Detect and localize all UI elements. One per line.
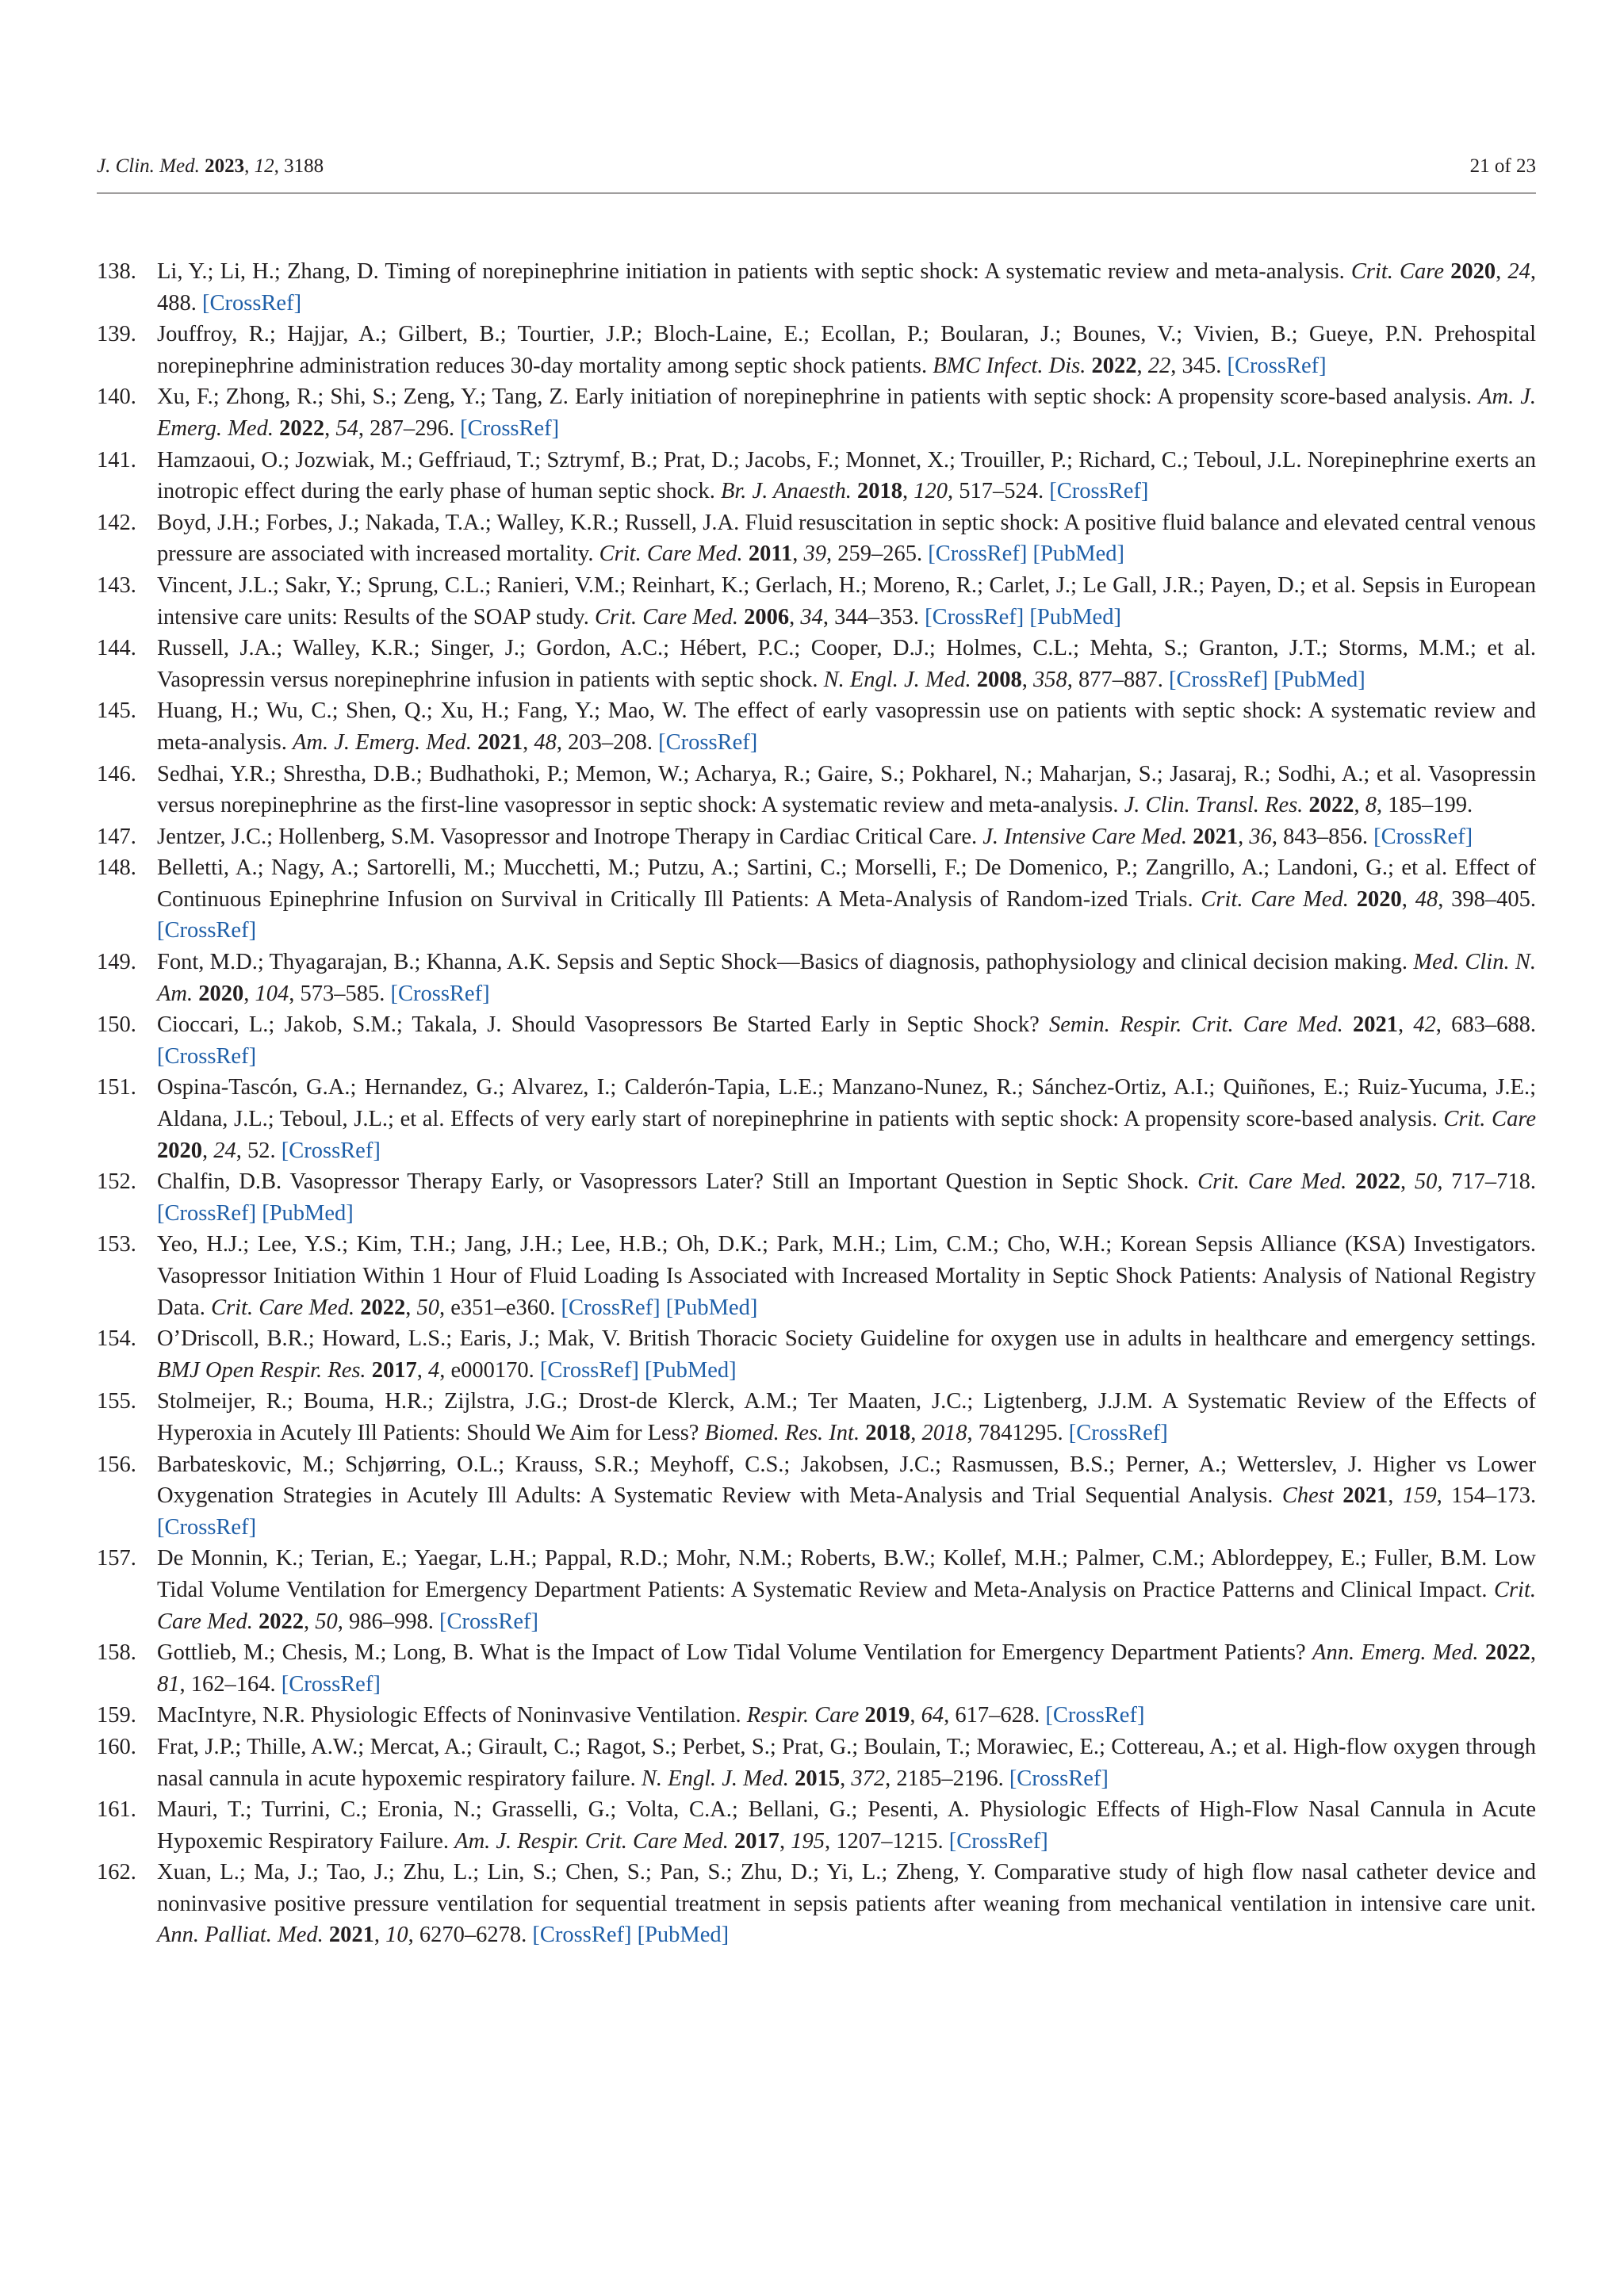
reference-year: 2020 [157, 1138, 202, 1163]
reference-journal: J. Intensive Care Med. [982, 824, 1187, 849]
reference-authors-title: Barbateskovic, M.; Schjørring, O.L.; Krauss, S.R.; Meyhoff, C.S.; Jakobsen, J.C.; Rasmussen, B.S.; Perner, A.; Wetterslev, J. Higher vs Lower Oxygenation Strategies in Acutely Ill Adults: A Systematic Review with Meta-Analysis and Trial Sequential Analysis. [157, 1452, 1536, 1509]
crossref-link[interactable]: [CrossRef] [439, 1609, 539, 1634]
reference-authors-title: Sedhai, Y.R.; Shrestha, D.B.; Budhathoki, P.; Memon, W.; Acharya, R.; Gaire, S.; Pokharel, N.; Maharjan, S.; Jasaraj, R.; Sodhi, A.; et al. Vasopressin versus norepinephrine as the first-line vasopressor in septic shock: A systematic review and meta-analysis. [157, 761, 1536, 818]
reference-pages: 52 [247, 1138, 270, 1163]
reference-pages: 517–524 [959, 479, 1039, 504]
reference-volume: 358 [1033, 667, 1067, 692]
reference-pages: 203–208 [568, 729, 647, 755]
reference-pages: 162–164 [190, 1671, 270, 1697]
reference-journal: BMJ Open Respir. Res. [157, 1357, 366, 1383]
reference-authors-title: Li, Y.; Li, H.; Zhang, D. Timing of norepinephrine initiation in patients with septic shock: A systematic review and meta-analysis. [157, 259, 1345, 284]
crossref-link[interactable]: [CrossRef] [1227, 353, 1327, 378]
reference-authors-title: Xu, F.; Zhong, R.; Shi, S.; Zeng, Y.; Tang, Z. Early initiation of norepinephrine in patients with septic shock: A propensity score-based analysis. [157, 385, 1473, 410]
reference-item: 158. Gottlieb, M.; Chesis, M.; Long, B. What is the Impact of Low Tidal Volume Ventilation for Emergency Department Patients? Ann. Emerg. Med. 2022, 81, 162–164. [CrossRef] [97, 1637, 1536, 1700]
reference-journal: Crit. Care [1443, 1107, 1536, 1132]
reference-number: 140. [97, 385, 136, 410]
crossref-link[interactable]: [CrossRef] [1373, 824, 1473, 849]
reference-volume: 195 [791, 1828, 825, 1854]
reference-authors-title: Yeo, H.J.; Lee, Y.S.; Kim, T.H.; Jang, J.H.; Lee, H.B.; Oh, D.K.; Park, M.H.; Lim, C.M.; Cho, W.H.; Korean Sepsis Alliance (KSA) Investigators. Vasopressor Initiation Within 1 Hour of Fluid Loading Is Associated with Increased Mortality in Septic Shock Patients: Analysis of National Registry Data. [157, 1232, 1536, 1320]
reference-authors-title: Xuan, L.; Ma, J.; Tao, J.; Zhu, L.; Lin, S.; Chen, S.; Pan, S.; Zhu, D.; Yi, L.; Zheng, Y. Comparative study of high flow nasal catheter device and noninvasive positive pressure ventilation for sequential treatment in sepsis patients after weaning from mechanical ventilation in intensive care unit. [157, 1860, 1536, 1916]
reference-number: 155. [97, 1389, 136, 1414]
pubmed-link[interactable]: [PubMed] [637, 1923, 730, 1948]
reference-year: 2008 [976, 667, 1022, 692]
article-number: 3188 [284, 155, 324, 177]
reference-journal: N. Engl. J. Med. [641, 1766, 789, 1791]
reference-journal: Crit. Care [1350, 259, 1444, 284]
reference-pages: 344–353 [834, 604, 914, 629]
reference-journal: Biomed. Res. Int. [704, 1420, 860, 1445]
reference-number: 145. [97, 698, 136, 724]
reference-journal: Am. J. Emerg. Med. [157, 385, 1537, 441]
reference-year: 2021 [1352, 1012, 1398, 1038]
crossref-link[interactable]: [CrossRef] [157, 1200, 257, 1226]
reference-item: 141. Hamzaoui, O.; Jozwiak, M.; Geffriaud, T.; Sztrymf, B.; Prat, D.; Jacobs, F.; Monnet, X.; Trouiller, P.; Richard, C.; Teboul, J.L. Norepinephrine exerts an inotropic effect during the early phase of human septic shock. Br. J. Anaesth. 2018, 120, 517–524. [CrossRef] [97, 445, 1536, 507]
reference-list [97, 256, 1536, 1951]
reference-item: 149. Font, M.D.; Thyagarajan, B.; Khanna, A.K. Sepsis and Septic Shock—Basics of diagnosis, pathophysiology and clinical decision making. Med. Clin. N. Am. 2020, 104, 573–585. [CrossRef] [97, 947, 1536, 1009]
reference-volume: 8 [1365, 793, 1377, 818]
reference-year: 2017 [371, 1357, 417, 1383]
crossref-link[interactable]: [CrossRef] [202, 290, 302, 316]
reference-volume: 24 [1507, 259, 1530, 284]
reference-year: 2022 [1308, 793, 1354, 818]
reference-number: 147. [97, 824, 136, 849]
crossref-link[interactable]: [CrossRef] [157, 1043, 257, 1069]
reference-volume: 4 [427, 1357, 440, 1383]
reference-number: 138. [97, 259, 136, 284]
reference-authors-title: Belletti, A.; Nagy, A.; Sartorelli, M.; Mucchetti, M.; Putzu, A.; Sartini, C.; Morselli, F.; De Domenico, P.; Zangrillo, A.; Landoni, G.; et al. Effect of Continuous Epinephrine Infusion on Survival in Critically Ill Patients: A Meta-Analysis of Random-ized Trials. [157, 855, 1536, 912]
reference-year: 2021 [328, 1923, 374, 1948]
reference-volume: 22 [1147, 353, 1171, 378]
reference-pages: 617–628 [955, 1703, 1035, 1728]
crossref-link[interactable]: [CrossRef] [1045, 1703, 1145, 1728]
reference-item: 153. Yeo, H.J.; Lee, Y.S.; Kim, T.H.; Jang, J.H.; Lee, H.B.; Oh, D.K.; Park, M.H.; Lim, C.M.; Cho, W.H.; Korean Sepsis Alliance (KSA) Investigators. Vasopressor Initiation Within 1 Hour of Fluid Loading Is Associated with Increased Mortality in Septic Shock Patients: Analysis of National Registry Data. Crit. Care Med. 2022, 50, e351–e360. [CrossRef] [PubMed] [97, 1229, 1536, 1323]
reference-number: 161. [97, 1797, 136, 1823]
reference-journal: Crit. Care Med. [1197, 1169, 1347, 1195]
reference-item: 150. Cioccari, L.; Jakob, S.M.; Takala, J. Should Vasopressors Be Started Early in Septic Shock? Semin. Respir. Crit. Care Med. 2021, 42, 683–688. [CrossRef] [97, 1009, 1536, 1072]
crossref-link[interactable]: [CrossRef] [1049, 479, 1149, 504]
reference-year: 2021 [1193, 824, 1239, 849]
reference-year: 2022 [1354, 1169, 1400, 1195]
reference-volume: 50 [416, 1295, 439, 1320]
reference-authors-title: Jouffroy, R.; Hajjar, A.; Gilbert, B.; Tourtier, J.P.; Bloch-Laine, E.; Ecollan, P.; Boularan, J.; Bounes, V.; Vivien, B.; Gueye, P.N. Prehospital norepinephrine administration reduces 30-day mortality among septic shock patients. [157, 322, 1536, 378]
reference-item: 147. Jentzer, J.C.; Hollenberg, S.M. Vasopressor and Inotrope Therapy in Cardiac Critical Care. J. Intensive Care Med. 2021, 36, 843–856. [CrossRef] [97, 821, 1536, 853]
reference-pages: e351–e360 [450, 1295, 550, 1320]
reference-year: 2015 [795, 1766, 841, 1791]
reference-journal: Crit. Care Med. [211, 1295, 355, 1320]
reference-journal: N. Engl. J. Med. [823, 667, 971, 692]
reference-item: 159. MacIntyre, N.R. Physiologic Effects of Noninvasive Ventilation. Respir. Care 2019, 64, 617–628. [CrossRef] [97, 1700, 1536, 1732]
reference-year: 2017 [733, 1828, 779, 1854]
reference-volume: 54 [335, 415, 358, 441]
reference-journal: Crit. Care Med. [595, 604, 739, 629]
reference-item: 155. Stolmeijer, R.; Bouma, H.R.; Zijlstra, J.G.; Drost-de Klerck, A.M.; Ter Maaten, J.C.; Ligtenberg, J.J.M. A Systematic Review of the Effects of Hyperoxia in Acutely Ill Patients: Should We Aim for Less? Biomed. Res. Int. 2018, 2018, 7841295. [CrossRef] [97, 1386, 1536, 1448]
reference-pages: e000170 [450, 1357, 529, 1383]
reference-number: 143. [97, 572, 136, 598]
page-number: 21 of 23 [1469, 155, 1536, 177]
crossref-link[interactable]: [CrossRef] [281, 1671, 381, 1697]
reference-year: 2020 [198, 981, 244, 1006]
reference-authors-title: Hamzaoui, O.; Jozwiak, M.; Geffriaud, T.; Sztrymf, B.; Prat, D.; Jacobs, F.; Monnet, X.; Trouiller, P.; Richard, C.; Teboul, J.L. Norepinephrine exerts an inotropic effect during the early phase of human septic shock. [157, 447, 1536, 504]
reference-item: 140. Xu, F.; Zhong, R.; Shi, S.; Zeng, Y.; Tang, Z. Early initiation of norepinephrine in patients with septic shock: A propensity score-based analysis. Am. J. Emerg. Med. 2022, 54, 287–296. [CrossRef] [97, 381, 1536, 444]
reference-authors-title: De Monnin, K.; Terian, E.; Yaegar, L.H.; Pappal, R.D.; Mohr, N.M.; Roberts, B.W.; Kollef, M.H.; Palmer, C.M.; Ablordeppey, E.; Fuller, B.M. Low Tidal Volume Ventilation for Emergency Department Patients: A Systematic Review and Meta-Analysis on Practice Patterns and Clinical Impact. [157, 1546, 1536, 1602]
reference-authors-title: Stolmeijer, R.; Bouma, H.R.; Zijlstra, J.G.; Drost-de Klerck, A.M.; Ter Maaten, J.C.; Ligtenberg, J.J.M. A Systematic Review of the Effects of Hyperoxia in Acutely Ill Patients: Should We Aim for Less? [157, 1389, 1536, 1445]
reference-number: 139. [97, 322, 136, 347]
crossref-link[interactable]: [CrossRef] [1169, 667, 1269, 692]
reference-authors-title: Gottlieb, M.; Chesis, M.; Long, B. What is the Impact of Low Tidal Volume Ventilation for Emergency Department Patients? [157, 1640, 1306, 1666]
reference-journal: Med. Clin. N. Am. [157, 950, 1537, 1006]
reference-authors-title: Mauri, T.; Turrini, C.; Eronia, N.; Grasselli, G.; Volta, C.A.; Bellani, G.; Pesenti, A. Physiologic Effects of High-Flow Nasal Cannula in Acute Hypoxemic Respiratory Failure. [157, 1797, 1536, 1854]
reference-pages: 259–265 [837, 541, 917, 567]
reference-item: 161. Mauri, T.; Turrini, C.; Eronia, N.; Grasselli, G.; Volta, C.A.; Bellani, G.; Pesenti, A. Physiologic Effects of High-Flow Nasal Cannula in Acute Hypoxemic Respiratory Failure. Am. J. Respir. Crit. Care Med. 2017, 195, 1207–1215. [CrossRef] [97, 1794, 1536, 1857]
crossref-link[interactable]: [CrossRef] [539, 1357, 639, 1383]
crossref-link[interactable]: [CrossRef] [928, 541, 1028, 567]
reference-pages: 717–718 [1451, 1169, 1530, 1195]
reference-authors-title: Ospina-Tascón, G.A.; Hernandez, G.; Alvarez, I.; Calderón-Tapia, L.E.; Manzano-Nunez, R.; Sánchez-Ortiz, A.I.; Quiñones, E.; Ruiz-Yucuma, J.E.; Aldana, J.L.; Teboul, J.L.; et al. Effects of very early start of norepinephrine in patients with septic shock: A propensity score-based analysis. [157, 1075, 1536, 1132]
crossref-link[interactable]: [CrossRef] [157, 1514, 257, 1540]
reference-number: 162. [97, 1860, 136, 1885]
reference-year: 2018 [865, 1420, 911, 1445]
reference-item: 138. Li, Y.; Li, H.; Zhang, D. Timing of norepinephrine initiation in patients with septic shock: A systematic review and meta-analysis. Crit. Care 2020, 24, 488. [CrossRef] [97, 256, 1536, 319]
reference-pages: 573–585 [300, 981, 380, 1006]
reference-authors-title: Cioccari, L.; Jakob, S.M.; Takala, J. Should Vasopressors Be Started Early in Septic Shock? [157, 1012, 1040, 1038]
reference-volume: 10 [385, 1923, 408, 1948]
reference-number: 152. [97, 1169, 136, 1195]
reference-pages: 6270–6278 [419, 1923, 522, 1948]
reference-item: 145. Huang, H.; Wu, C.; Shen, Q.; Xu, H.; Fang, Y.; Mao, W. The effect of early vasopressin use on patients with septic shock: A systematic review and meta-analysis. Am. J. Emerg. Med. 2021, 48, 203–208. [CrossRef] [97, 695, 1536, 758]
reference-year: 2021 [477, 729, 523, 755]
reference-authors-title: Frat, J.P.; Thille, A.W.; Mercat, A.; Girault, C.; Ragot, S.; Perbet, S.; Prat, G.; Boulain, T.; Morawiec, E.; Cottereau, A.; et al. High-flow oxygen through nasal cannula in acute hypoxemic respiratory failure. [157, 1734, 1536, 1791]
journal-citation: J. Clin. Med. 2023, 12, 3188 [97, 155, 324, 177]
reference-year: 2006 [744, 604, 790, 629]
reference-journal: BMC Infect. Dis. [933, 353, 1086, 378]
reference-item: 156. Barbateskovic, M.; Schjørring, O.L.; Krauss, S.R.; Meyhoff, C.S.; Jakobsen, J.C.; Rasmussen, B.S.; Perner, A.; Wetterslev, J. Higher vs Lower Oxygenation Strategies in Acutely Ill Adults: A Systematic Review with Meta-Analysis and Trial Sequential Analysis. Chest 2021, 159, 154–173. [CrossRef] [97, 1449, 1536, 1544]
reference-year: 2020 [1450, 259, 1496, 284]
reference-pages: 154–173 [1451, 1483, 1530, 1509]
pubmed-link[interactable]: [PubMed] [1274, 667, 1365, 692]
reference-journal: Semin. Respir. Crit. Care Med. [1048, 1012, 1343, 1038]
crossref-link[interactable]: [CrossRef] [561, 1295, 661, 1320]
reference-year: 2022 [1091, 353, 1137, 378]
reference-volume: 39 [803, 541, 826, 567]
reference-volume: 104 [255, 981, 289, 1006]
reference-volume: 50 [315, 1609, 338, 1634]
crossref-link[interactable]: [CrossRef] [157, 918, 257, 943]
reference-item: 152. Chalfin, D.B. Vasopressor Therapy Early, or Vasopressors Later? Still an Important Question in Septic Shock. Crit. Care Med. 2022, 50, 717–718. [CrossRef] [PubMed] [97, 1166, 1536, 1229]
reference-volume: 48 [1415, 886, 1438, 912]
reference-number: 157. [97, 1546, 136, 1571]
reference-volume: 36 [1249, 824, 1272, 849]
reference-authors-title: Chalfin, D.B. Vasopressor Therapy Early, or Vasopressors Later? Still an Important Question in Septic Shock. [157, 1169, 1189, 1195]
journal-year: 2023 [205, 155, 245, 177]
reference-number: 150. [97, 1012, 136, 1038]
reference-authors-title: O’Driscoll, B.R.; Howard, L.S.; Earis, J.; Mak, V. British Thoracic Society Guideline for oxygen use in adults in healthcare and emergency settings. [157, 1326, 1536, 1352]
reference-number: 151. [97, 1075, 136, 1100]
crossref-link[interactable]: [CrossRef] [925, 604, 1025, 629]
reference-item: 146. Sedhai, Y.R.; Shrestha, D.B.; Budhathoki, P.; Memon, W.; Acharya, R.; Gaire, S.; Pokharel, N.; Maharjan, S.; Jasaraj, R.; Sodhi, A.; et al. Vasopressin versus norepinephrine as the first-line vasopressor in septic shock: A systematic review and meta-analysis. J. Clin. Transl. Res. 2022, 8, 185–199. [97, 759, 1536, 821]
reference-year: 2019 [864, 1703, 910, 1728]
reference-item: 162. Xuan, L.; Ma, J.; Tao, J.; Zhu, L.; Lin, S.; Chen, S.; Pan, S.; Zhu, D.; Yi, L.; Zheng, Y. Comparative study of high flow nasal catheter device and noninvasive positive pressure ventilation for sequential treatment in sepsis patients after weaning from mechanical ventilation in intensive care unit. Ann. Palliat. Med. 2021, 10, 6270–6278. [CrossRef] [PubMed] [97, 1857, 1536, 1951]
reference-year: 2018 [857, 479, 903, 504]
reference-year: 2020 [1356, 886, 1402, 912]
reference-pages: 843–856 [1283, 824, 1362, 849]
crossref-link[interactable]: [CrossRef] [281, 1138, 381, 1163]
reference-pages: 1207–1215 [836, 1828, 938, 1854]
reference-year: 2021 [1342, 1483, 1388, 1509]
crossref-link[interactable]: [CrossRef] [1068, 1420, 1168, 1445]
reference-pages: 683–688 [1451, 1012, 1530, 1038]
reference-volume: 2018 [921, 1420, 967, 1445]
reference-item: 160. Frat, J.P.; Thille, A.W.; Mercat, A.; Girault, C.; Ragot, S.; Perbet, S.; Prat, G.; Boulain, T.; Morawiec, E.; Cottereau, A.; et al. High-flow oxygen through nasal cannula in acute hypoxemic respiratory failure. N. Engl. J. Med. 2015, 372, 2185–2196. [CrossRef] [97, 1732, 1536, 1794]
reference-authors-title: MacIntyre, N.R. Physiologic Effects of Noninvasive Ventilation. [157, 1703, 741, 1728]
reference-number: 144. [97, 636, 136, 661]
crossref-link[interactable]: [CrossRef] [390, 981, 490, 1006]
reference-journal: Crit. Care Med. [157, 1577, 1536, 1634]
reference-year: 2022 [360, 1295, 406, 1320]
reference-item: 143. Vincent, J.L.; Sakr, Y.; Sprung, C.L.; Ranieri, V.M.; Reinhart, K.; Gerlach, H.; Moreno, R.; Carlet, J.; Le Gall, J.R.; Payen, D.; et al. Sepsis in European intensive care units: Results of the SOAP study. Crit. Care Med. 2006, 34, 344–353. [CrossRef] [PubMed] [97, 570, 1536, 633]
reference-volume: 50 [1414, 1169, 1438, 1195]
reference-volume: 24 [213, 1138, 236, 1163]
journal-abbr: J. Clin. Med. [97, 155, 200, 177]
reference-number: 156. [97, 1452, 136, 1477]
reference-journal: Br. J. Anaesth. [720, 479, 852, 504]
pubmed-link[interactable]: [PubMed] [1029, 604, 1121, 629]
reference-item: 142. Boyd, J.H.; Forbes, J.; Nakada, T.A.; Walley, K.R.; Russell, J.A. Fluid resuscitation in septic shock: A positive fluid balance and elevated central venous pressure are associated with increased mortality. Crit. Care Med. 2011, 39, 259–265. [CrossRef] [PubMed] [97, 507, 1536, 570]
reference-authors-title: Font, M.D.; Thyagarajan, B.; Khanna, A.K. Sepsis and Septic Shock—Basics of diagnosis, pathophysiology and clinical decision making. [157, 950, 1408, 975]
crossref-link[interactable]: [CrossRef] [1009, 1766, 1109, 1791]
reference-authors-title: Jentzer, J.C.; Hollenberg, S.M. Vasopressor and Inotrope Therapy in Cardiac Critical Care. [157, 824, 978, 849]
reference-journal: Ann. Palliat. Med. [157, 1923, 324, 1948]
pubmed-link[interactable]: [PubMed] [1032, 541, 1125, 567]
reference-item: 157. De Monnin, K.; Terian, E.; Yaegar, L.H.; Pappal, R.D.; Mohr, N.M.; Roberts, B.W.; Kollef, M.H.; Palmer, C.M.; Ablordeppey, E.; Fuller, B.M. Low Tidal Volume Ventilation for Emergency Department Patients: A Systematic Review and Meta-Analysis on Practice Patterns and Clinical Impact. Crit. Care Med. 2022, 50, 986–998. [CrossRef] [97, 1543, 1536, 1637]
reference-number: 142. [97, 510, 136, 535]
pubmed-link[interactable]: [PubMed] [645, 1357, 737, 1383]
reference-volume: 42 [1413, 1012, 1436, 1038]
reference-pages: 877–887 [1078, 667, 1158, 692]
reference-pages: 398–405 [1451, 886, 1530, 912]
reference-number: 149. [97, 950, 136, 975]
reference-volume: 120 [914, 479, 948, 504]
reference-journal: Am. J. Emerg. Med. [292, 729, 473, 755]
reference-item: 148. Belletti, A.; Nagy, A.; Sartorelli, M.; Mucchetti, M.; Putzu, A.; Sartini, C.; Morselli, F.; De Domenico, P.; Zangrillo, A.; Landoni, G.; et al. Effect of Continuous Epinephrine Infusion on Survival in Critically Ill Patients: A Meta-Analysis of Random-ized Trials. Crit. Care Med. 2020, 48, 398–405. [CrossRef] [97, 852, 1536, 947]
reference-volume: 48 [534, 729, 557, 755]
reference-number: 153. [97, 1232, 136, 1257]
journal-volume: 12 [254, 155, 274, 177]
reference-volume: 81 [157, 1671, 180, 1697]
reference-pages: 287–296 [370, 415, 449, 441]
reference-number: 154. [97, 1326, 136, 1352]
crossref-link[interactable]: [CrossRef] [460, 415, 560, 441]
reference-journal: Ann. Emerg. Med. [1312, 1640, 1479, 1666]
pubmed-link[interactable]: [PubMed] [665, 1295, 758, 1320]
reference-number: 158. [97, 1640, 136, 1666]
reference-item: 139. Jouffroy, R.; Hajjar, A.; Gilbert, B.; Tourtier, J.P.; Bloch-Laine, E.; Ecollan, P.; Boularan, J.; Bounes, V.; Vivien, B.; Gueye, P.N. Prehospital norepinephrine administration reduces 30-day mortality among septic shock patients. BMC Infect. Dis. 2022, 22, 345. [CrossRef] [97, 319, 1536, 381]
reference-item: 151. Ospina-Tascón, G.A.; Hernandez, G.; Alvarez, I.; Calderón-Tapia, L.E.; Manzano-Nunez, R.; Sánchez-Ortiz, A.I.; Quiñones, E.; Ruiz-Yucuma, J.E.; Aldana, J.L.; Teboul, J.L.; et al. Effects of very early start of norepinephrine in patients with septic shock: A propensity score-based analysis. Crit. Care 2020, 24, 52. [CrossRef] [97, 1072, 1536, 1166]
reference-authors-title: Russell, J.A.; Walley, K.R.; Singer, J.; Gordon, A.C.; Hébert, P.C.; Cooper, D.J.; Holmes, C.L.; Mehta, S.; Granton, J.T.; Storms, M.M.; et al. Vasopressin versus norepinephrine infusion in patients with septic shock. [157, 636, 1536, 692]
reference-item: 154. O’Driscoll, B.R.; Howard, L.S.; Earis, J.; Mak, V. British Thoracic Society Guideline for oxygen use in adults in healthcare and emergency settings. BMJ Open Respir. Res. 2017, 4, e000170. [CrossRef] [PubMed] [97, 1323, 1536, 1386]
reference-authors-title: Huang, H.; Wu, C.; Shen, Q.; Xu, H.; Fang, Y.; Mao, W. The effect of early vasopressin use on patients with septic shock: A systematic review and meta-analysis. [157, 698, 1536, 755]
crossref-link[interactable]: [CrossRef] [658, 729, 758, 755]
reference-journal: Crit. Care Med. [1201, 886, 1349, 912]
reference-pages: 2185–2196 [896, 1766, 998, 1791]
pubmed-link[interactable]: [PubMed] [262, 1200, 354, 1226]
page-header [97, 151, 1536, 182]
reference-pages: 185–199 [1388, 793, 1467, 818]
reference-authors-title: Vincent, J.L.; Sakr, Y.; Sprung, C.L.; Ranieri, V.M.; Reinhart, K.; Gerlach, H.; Moreno, R.; Carlet, J.; Le Gall, J.R.; Payen, D.; et al. Sepsis in European intensive care units: Results of the SOAP study. [157, 572, 1536, 629]
reference-year: 2011 [748, 541, 793, 567]
reference-number: 146. [97, 761, 136, 786]
reference-year: 2022 [279, 415, 325, 441]
reference-number: 148. [97, 855, 136, 881]
reference-journal: Am. J. Respir. Crit. Care Med. [454, 1828, 729, 1854]
reference-year: 2022 [1484, 1640, 1530, 1666]
reference-volume: 159 [1402, 1483, 1437, 1509]
reference-volume: 372 [851, 1766, 886, 1791]
reference-number: 160. [97, 1734, 136, 1759]
crossref-link[interactable]: [CrossRef] [948, 1828, 1048, 1854]
reference-pages: 986–998 [348, 1609, 428, 1634]
reference-year: 2022 [258, 1609, 304, 1634]
reference-pages: 7841295 [978, 1420, 1058, 1445]
reference-volume: 64 [921, 1703, 944, 1728]
reference-number: 141. [97, 447, 136, 473]
reference-volume: 34 [800, 604, 823, 629]
reference-authors-title: Boyd, J.H.; Forbes, J.; Nakada, T.A.; Walley, K.R.; Russell, J.A. Fluid resuscitation in septic shock: A positive fluid balance and elevated central venous pressure are associated with increased mortality. [157, 510, 1536, 567]
reference-journal: Crit. Care Med. [599, 541, 743, 567]
reference-journal: Chest [1281, 1483, 1334, 1509]
reference-pages: 488 [157, 290, 191, 316]
reference-journal: Respir. Care [746, 1703, 860, 1728]
reference-journal: J. Clin. Transl. Res. [1124, 793, 1304, 818]
crossref-link[interactable]: [CrossRef] [532, 1923, 632, 1948]
reference-pages: 345 [1182, 353, 1216, 378]
reference-item: 144. Russell, J.A.; Walley, K.R.; Singer, J.; Gordon, A.C.; Hébert, P.C.; Cooper, D.J.; Holmes, C.L.; Mehta, S.; Granton, J.T.; Storms, M.M.; et al. Vasopressin versus norepinephrine infusion in patients with septic shock. N. Engl. J. Med. 2008, 358, 877–887. [CrossRef] [PubMed] [97, 633, 1536, 695]
reference-number: 159. [97, 1703, 136, 1728]
